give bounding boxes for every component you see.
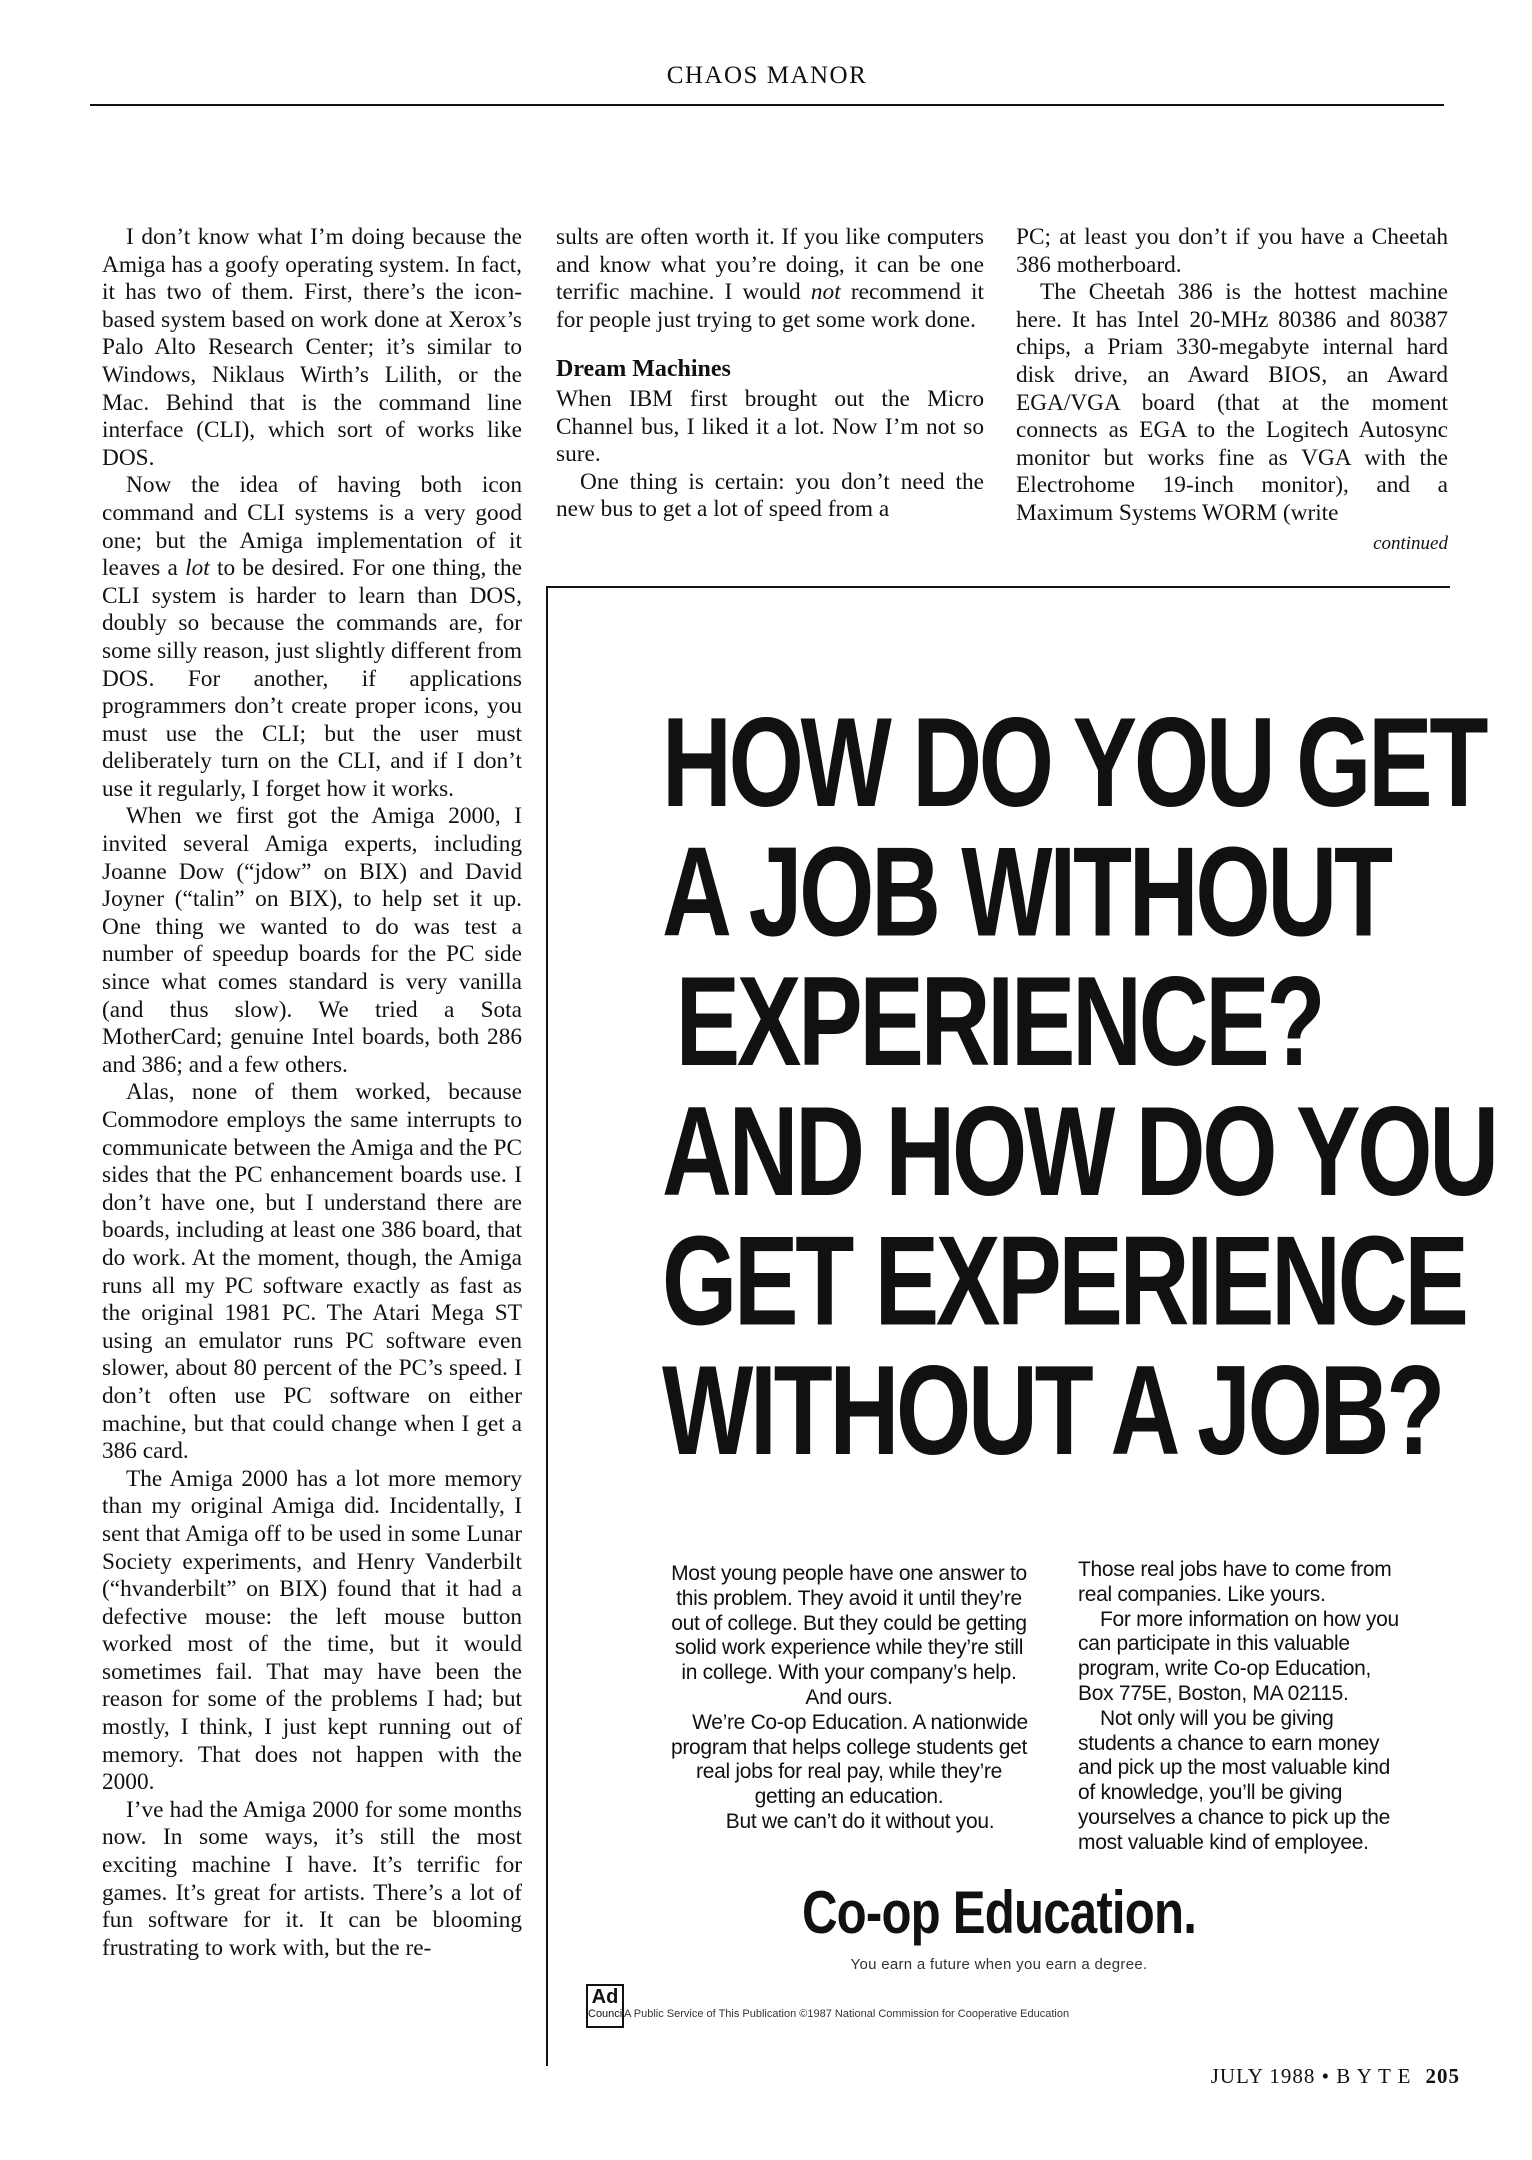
headline-line: WITHOUT A JOB? — [661, 1339, 1443, 1483]
article-column-3 — [1016, 224, 1448, 557]
paragraph: sults are often worth it. If you like computers and know what you’re doing, it can be one terrific machine. I would not recommend it for people just trying to get some work done. — [556, 224, 984, 333]
ad-paragraph: We’re Co-op Education. A nationwide program that helps college students get real jobs for real pay, while they’re getting an education. — [670, 1710, 1028, 1809]
ad-public-service-note: A Public Service of This Publication ©1987 National Commission for Cooperative Education — [624, 2008, 1070, 2020]
article-column-1 — [102, 224, 522, 1962]
paragraph: One thing is certain: you don’t need the new bus to get a lot of speed from a — [556, 468, 984, 523]
paragraph: When we first got the Amiga 2000, I invited several Amiga experts, including Joanne Dow (“jdow” on BIX) and David Joyner (“talin” on BIX), to help set it up. One thing we wanted to do was test a number of speedup boards for the PC side since what comes standard is very vanilla (and thus slow). We tried a Sota MotherCard; genuine Intel boards, both 286 and 386; and a few others. — [102, 803, 522, 1078]
paragraph: The Amiga 2000 has a lot more memory than my original Amiga did. Incidentally, I sent that Amiga off to be used in some Lunar Society experiments, and Henry Vanderbilt (“hvanderbilt” on BIX) found that it had a defective mouse: the left mouse button worked most of the time, but it would sometimes fail. That may have been the reason for some of the problems I had; but mostly, I think, I just kept running out of memory. That does not happen with the 2000. — [102, 1465, 522, 1796]
paragraph: The Cheetah 386 is the hottest machine here. It has Intel 20-MHz 80386 and 80387 chips, a Priam 330-megabyte internal hard disk drive, an Award BIOS, an Award EGA/VGA board (that at the moment connects as EGA to the Logitech Autosync monitor but works fine as VGA with the Electrohome 19-inch monitor), and a Maximum Systems WORM (write — [1016, 279, 1448, 526]
ad-paragraph: Not only will you be giving students a chance to earn money and pick up the most valuable kind of knowledge, you’ll be giving yourselves a chance to pick up the most valuable kind of employee. — [1078, 1706, 1390, 1854]
continued-label: continued — [1373, 532, 1448, 554]
headline-line: HOW DO YOU GET — [661, 691, 1486, 835]
paragraph: Alas, none of them worked, because Commodore employs the same interrupts to communicate between the Amiga and the PC sides that the PC enhancement boards use. I don’t have one, but I understand there are boards, including at least one 386 board, that do work. At the moment, though, the Amiga runs all my PC software exactly as fast as the original 1981 PC. The Atari Mega ST using an emulator runs PC software even slower, about 80 percent of the PC’s speed. I don’t often use PC software on either machine, but that could change when I get a 386 card. — [102, 1079, 522, 1465]
headline-line: GET EXPERIENCE — [661, 1209, 1466, 1353]
ad-paragraph: But we can’t do it without you. — [725, 1809, 995, 1833]
ad-headline — [661, 691, 1496, 1483]
coop-education-logo: Co-op Education. — [801, 1879, 1197, 1946]
page-footer — [1211, 2064, 1460, 2089]
issue-label: JULY 1988 • B Y T E — [1210, 2064, 1412, 2088]
ad-tagline: You earn a future when you earn a degree. — [850, 1956, 1148, 1973]
running-header: CHAOS MANOR — [666, 62, 868, 89]
header-rule — [90, 104, 1444, 106]
headline-line: EXPERIENCE? — [675, 950, 1323, 1094]
paragraph: PC; at least you don’t if you have a Cheetah 386 motherboard. — [1016, 224, 1448, 278]
ad-body-left — [670, 1562, 1028, 1835]
ad-paragraph: Those real jobs have to come from real companies. Like yours. — [1078, 1558, 1392, 1606]
paragraph: I’ve had the Amiga 2000 for some months now. In some ways, it’s still the most exciting machine I have. It’s terrific for games. It’s great for artists. There’s a lot of fun software for it. It can be blooming frustrating to work with, but the re- — [102, 1796, 522, 1961]
article-column-2 — [556, 224, 984, 524]
ad-body-right — [1078, 1558, 1408, 1856]
coop-education-advertisement — [548, 588, 1496, 2066]
ad-paragraph: For more information on how you can participate in this valuable program, write Co-op Education, Box 775E, Boston, MA 02115. — [1078, 1607, 1399, 1705]
paragraph: Now the idea of having both icon command and CLI systems is a very good one; but the Amiga implementation of it leaves a lot to be desired. For one thing, the CLI system is harder to learn than DOS, doubly so because the commands are, for some silly reason, just slightly different from DOS. For another, if applications programmers don’t create proper icons, you must use the CLI; but the user must deliberately turn on the CLI, and if I don’t use it regularly, I forget how it works. — [102, 472, 523, 802]
section-subhead: Dream Machines — [556, 356, 731, 383]
paragraph: When IBM first brought out the Micro Channel bus, I liked it a lot. Now I’m not so sure. — [556, 385, 984, 468]
page-number: 205 — [1425, 2064, 1460, 2088]
headline-line: A JOB WITHOUT — [661, 821, 1390, 964]
ad-council-logo-icon: Ad Council — [586, 1984, 624, 2028]
paragraph: I don’t know what I’m doing because the Amiga has a goofy operating system. In fact, it has two of them. First, there’s the icon-based system based on work done at Xerox’s Palo Alto Research Center; it’s similar to Windows, Niklaus Wirth’s Lilith, or the Mac. Behind that is the command line interface (CLI), which sort of works like DOS. — [102, 224, 522, 471]
ad-paragraph: Most young people have one answer to this problem. They avoid it until they’re out of college. But they could be getting solid work experience while they’re still in college. With your company’s help. And ours. — [671, 1562, 1027, 1709]
headline-line: AND HOW DO YOU — [661, 1080, 1496, 1223]
